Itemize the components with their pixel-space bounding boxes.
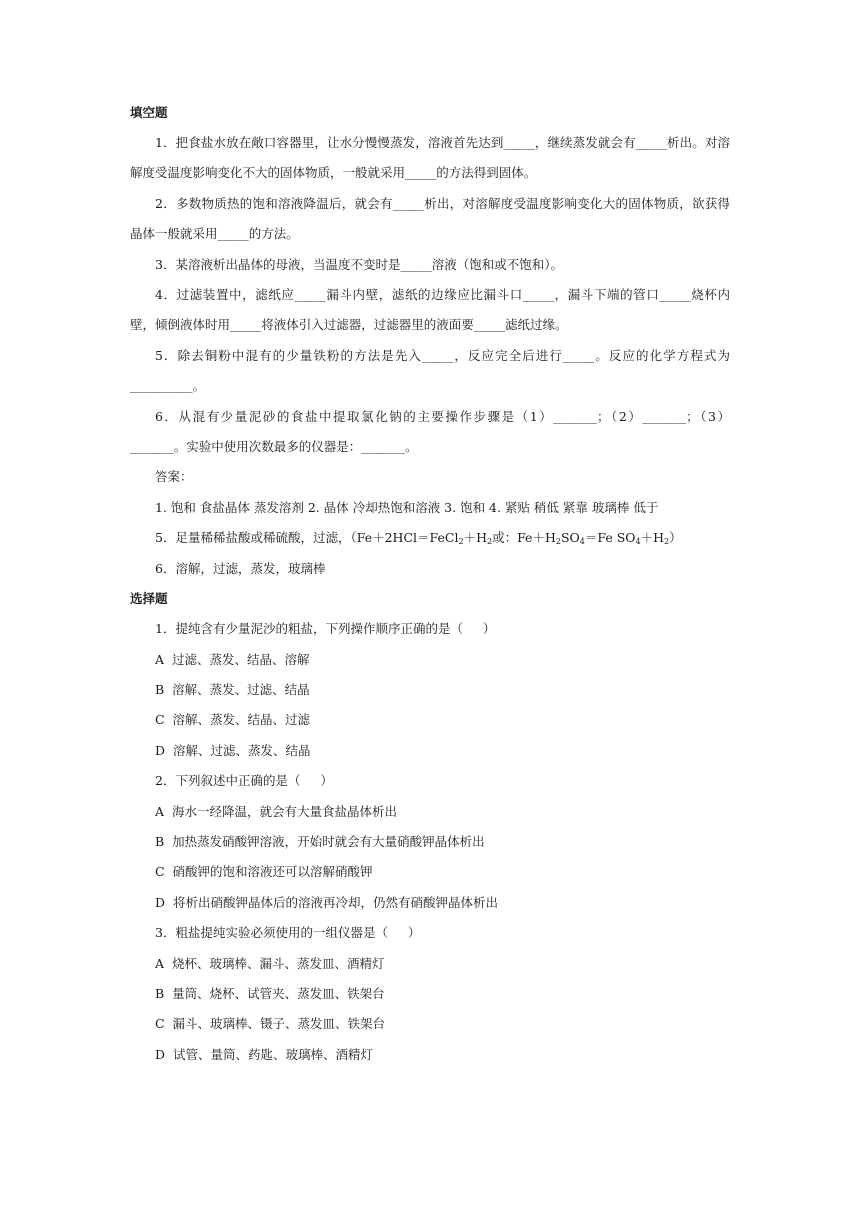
choice-q3-option-a: A 烧杯、玻璃棒、漏斗、蒸发皿、酒精灯 bbox=[155, 955, 385, 971]
fill-question-5: 5．除去铜粉中混有的少量铁粉的方法是先入_____，反应完全后进行_____。反应的化学方程式为__________。 bbox=[130, 347, 730, 394]
answer-5: 5．足量稀稀盐酸或稀硫酸，过滤，（$Fe+2HCl=FeCl_2+H_2$或：$Fe+H_2SO_4=Fe$ $SO_4+H_2$） bbox=[155, 530, 682, 547]
fill-question-2: 2．多数物质热的饱和溶液降温后，就会有_____析出，对溶解度受温度影响变化大的固体物质，欲获得晶体一般就采用_____的方法。 bbox=[130, 195, 730, 242]
answer-6: 6．溶解，过滤，蒸发，玻璃棒 bbox=[155, 560, 326, 576]
fill-question-3: 3．某溶液析出晶体的母液，当温度不变时是_____溶液（饱和或不饱和）。 bbox=[155, 256, 563, 272]
answer-label: 答案： bbox=[155, 469, 193, 485]
choice-q1-option-c: C 溶解、蒸发、结晶、过滤 bbox=[155, 712, 311, 728]
answer-1-to-4: 1. 饱和 食盐晶体 蒸发溶剂 2. 晶体 冷却热饱和溶液 3. 饱和 4. 紧贴 稍低 紧靠 玻璃棒 低于 bbox=[155, 499, 659, 515]
choice-question-3-stem: 3．粗盐提纯实验必须使用的一组仪器是（ ） bbox=[155, 925, 421, 941]
choice-q2-option-b: B 加热蒸发硝酸钾溶液，开始时就会有大量硝酸钾晶体析出 bbox=[155, 833, 485, 849]
fill-question-1: 1．把食盐水放在敞口容器里，让水分慢慢蒸发，溶液首先达到_____，继续蒸发就会有_____析出。对溶解度受温度影响变化不大的固体物质，一般就采用_____的方法得到固体。 bbox=[130, 135, 730, 181]
choice-q2-option-d: D 将析出硝酸钾晶体后的溶液再冷却，仍然有硝酸钾晶体析出 bbox=[155, 894, 498, 910]
choice-q1-option-a: A 过滤、蒸发、结晶、溶解 bbox=[155, 651, 310, 667]
fill-question-4: 4．过滤装置中，滤纸应_____漏斗内壁，滤纸的边缘应比漏斗口_____，漏斗下端的管口_____烧杯内壁，倾倒液体时用_____将液体引入过滤器，过滤器里的液面要_____滤纸过缘。 bbox=[130, 287, 730, 333]
document-page bbox=[130, 98, 730, 1070]
fill-question-6: 6．从混有少量泥砂的食盐中提取氯化钠的主要操作步骤是（1）_______；（2）_______；（3）_______。实验中使用次数最多的仪器是：_______。 bbox=[130, 408, 730, 455]
choice-q3-option-b: B 量筒、烧杯、试管夹、蒸发皿、铁架台 bbox=[155, 985, 385, 1001]
choice-question-2-stem: 2．下列叙述中正确的是（ ） bbox=[155, 773, 333, 789]
choice-q2-option-c: C 硝酸钾的饱和溶液还可以溶解硝酸钾 bbox=[155, 864, 373, 880]
choice-q3-option-c: C 漏斗、玻璃棒、镊子、蒸发皿、铁架台 bbox=[155, 1016, 386, 1032]
choice-q3-option-d: D 试管、量筒、药匙、玻璃棒、酒精灯 bbox=[155, 1046, 373, 1062]
choice-q2-option-a: A 海水一经降温，就会有大量食盐晶体析出 bbox=[155, 803, 397, 819]
choice-section-heading: 选择题 bbox=[130, 591, 168, 607]
fill-section-heading: 填空题 bbox=[130, 105, 168, 120]
choice-q1-option-d: D 溶解、过滤、蒸发、结晶 bbox=[155, 742, 311, 758]
choice-q1-option-b: B 溶解、蒸发、过滤、结晶 bbox=[155, 681, 310, 697]
choice-question-1-stem: 1．提纯含有少量泥沙的粗盐，下列操作顺序正确的是（ ） bbox=[155, 621, 496, 637]
